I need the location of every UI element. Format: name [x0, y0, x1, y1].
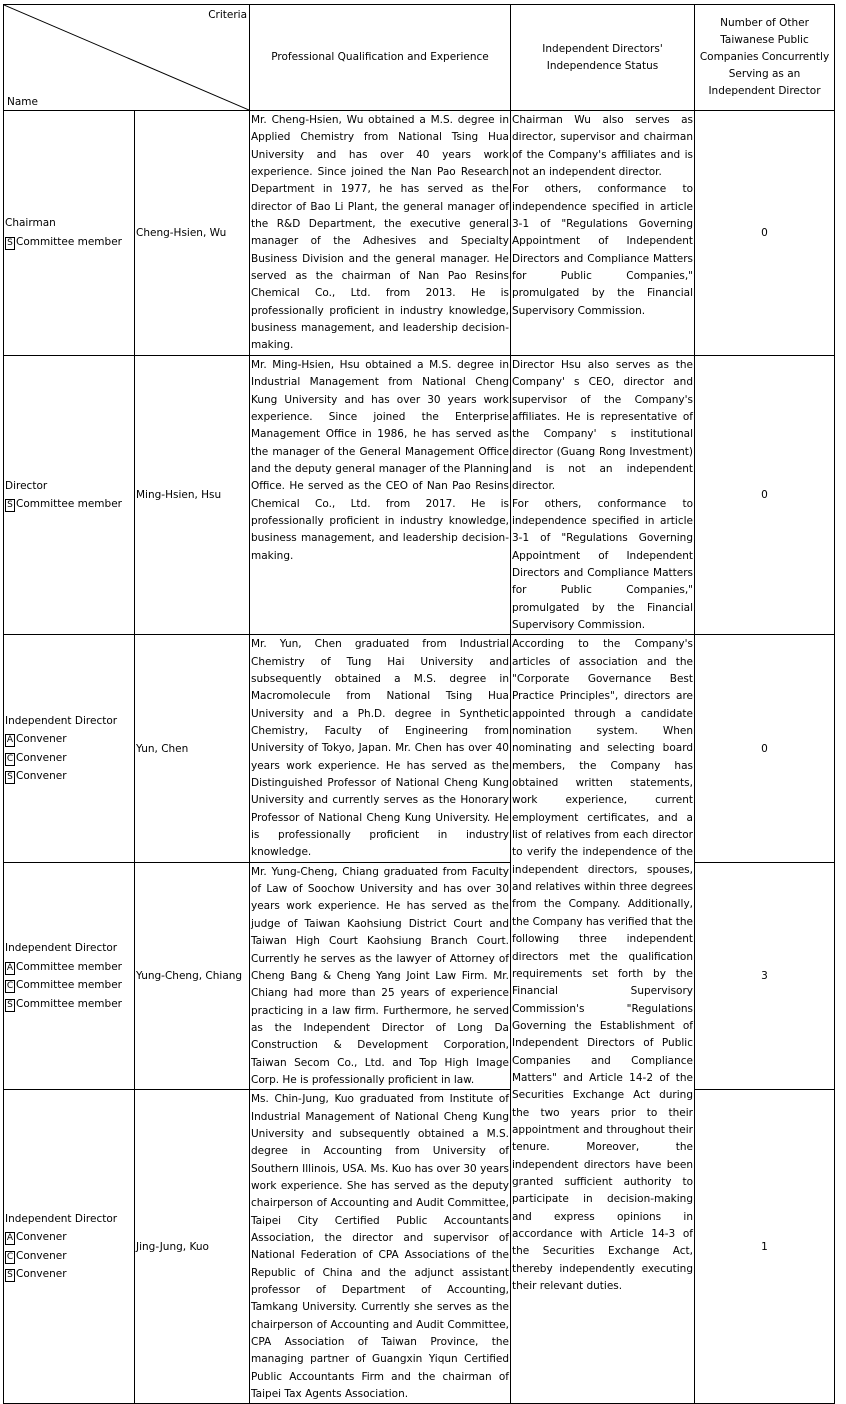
role-title: Independent Director: [5, 1212, 118, 1225]
qualification-text: Mr. Yung-Cheng, Chiang graduated from Faculty of Law of Soochow University and has over 30 years work experience. He has served as the judge of Taiwan Kaohsiung District Court and Taiwan High Court Kaohsiung Branch Court. Currently he serves as the lawyer of Attorney of Cheng Bang & Cheng Yang Joint Law Firm. Mr. Chiang had more than 25 years of experience practicing in a law firm. Furthermore, he served as the Independent Director of Long Da Construction & Development Corporation, Taiwan Secom Co., Ltd. and Top High Image Corp. He is professionally proficient in law.: [250, 862, 511, 1089]
committee-box: S: [5, 237, 15, 250]
independence-cell: [511, 355, 695, 635]
board-directors-table: [3, 4, 835, 1404]
director-name: Yung-Cheng, Chiang: [135, 862, 250, 1089]
committee-box: S: [5, 999, 15, 1012]
other-companies-count: 0: [695, 635, 835, 862]
committee-label: Committee member: [16, 960, 122, 973]
independence-text: For others, conformance to independence specified in article 3-1 of "Regulations Governing Appointment of Independent Directors and Compliance Matters for Public Companies," promulgated by the Financial Supervisory Commission.: [512, 497, 693, 631]
committee-line: [5, 1247, 133, 1266]
committee-box: C: [6, 981, 14, 992]
table-row: [4, 355, 835, 635]
committee-line: [5, 730, 133, 749]
committee-line: [5, 995, 133, 1014]
committee-box: A: [6, 962, 14, 973]
committee-line: [5, 1228, 133, 1247]
table-row: [4, 635, 835, 862]
role-title: Director: [5, 479, 48, 492]
table-row: [4, 1090, 835, 1404]
independence-text: Chairman Wu also serves as director, supervisor and chairman of the Company's affiliates and is not an independent director.: [512, 114, 693, 179]
role-title: Chairman: [5, 217, 56, 230]
committee-box: S: [5, 771, 15, 784]
committee-label: Convener: [16, 733, 67, 746]
role-cell: [4, 1090, 135, 1404]
director-name: Jing-Jung, Kuo: [135, 1090, 250, 1404]
committee-line: [5, 233, 133, 252]
director-name: Yun, Chen: [135, 635, 250, 862]
qualification-text: Mr. Ming-Hsien, Hsu obtained a M.S. degree in Industrial Management from National Cheng Kung University and has over 30 years work experience. Since joined the Enterprise Management Office in 1986, he has served as the manager of the General Management Office and the deputy general manager of the Planning Office. He served as the CEO of Nan Pao Resins Chemical Co., Ltd. from 2017. He is professionally proficient in industry knowledge, business management, and leadership decision-making.: [250, 355, 511, 635]
table-row: [4, 862, 835, 1089]
header-independence: Independent Directors' Independence Status: [511, 5, 695, 111]
header-other-companies: Number of Other Taiwanese Public Companies Concurrently Serving as an Independent Director: [695, 5, 835, 111]
director-name: Ming-Hsien, Hsu: [135, 355, 250, 635]
committee-label: Convener: [16, 1268, 67, 1281]
role-cell: [4, 862, 135, 1089]
role-cell: [4, 355, 135, 635]
committee-line: [5, 958, 133, 977]
other-companies-count: 0: [695, 111, 835, 356]
committee-line: [5, 749, 133, 768]
independence-cell: [511, 111, 695, 356]
other-companies-count: 1: [695, 1090, 835, 1404]
committee-box: C: [6, 753, 14, 764]
committee-label: Convener: [16, 751, 67, 764]
committee-line: [5, 976, 133, 995]
role-title: Independent Director: [5, 714, 118, 727]
director-name: Cheng-Hsien, Wu: [135, 111, 250, 356]
independence-text: According to the Company's articles of association and the "Corporate Governance Best Practice Principles", directors are appointed through a candidate nomination system. When nominating and selecting board members, the Company has obtained written statements, work experience, current employment certificates, and a list of relatives from each director to verify the independence of the independent directors, spouses, and relatives within three degrees from the Company. Additionally, the Company has verified that the following three independent directors met the qualification requirements set forth by the Financial Supervisory Commission's "Regulations Governing the Establishment of Independent Directors of Public Companies and Compliance Matters" and Article 14-2 of the Securities Exchange Act during the two years prior to their appointment and throughout their tenure. Moreover, the independent directors have been granted sufficient authority to participate in decision-making and express opinions in accordance with Article 14-3 of the Securities Exchange Act, thereby independently executing their relevant duties.: [512, 638, 693, 1293]
committee-line: [5, 1265, 133, 1284]
committee-label: Committee member: [16, 235, 122, 248]
name-label: Name: [7, 96, 38, 108]
header-qualification: Professional Qualification and Experience: [250, 5, 511, 111]
role-cell: [4, 635, 135, 862]
header-name-criteria: [4, 5, 250, 111]
committee-label: Convener: [16, 1249, 67, 1262]
committee-label: Committee member: [16, 997, 122, 1010]
committee-label: Convener: [16, 1231, 67, 1244]
header-row: [4, 5, 835, 111]
table-row: [4, 111, 835, 356]
independence-cell-shared: [511, 635, 695, 1404]
qualification-text: Mr. Cheng-Hsien, Wu obtained a M.S. degree in Applied Chemistry from National Tsing Hua University and has over 40 years work experience. Since joined the Nan Pao Research Department in 1977, he has served as the director of Bao Li Plant, the general manager of the R&D Department, the executive general manager of the Adhesives and Specialty Business Division and the general manager. He served as the chairman of Nan Pao Resins Chemical Co., Ltd. from 2013. He is professionally proficient in industry knowledge, business management, and leadership decision-making.: [250, 111, 511, 356]
committee-box: S: [5, 499, 15, 512]
committee-label: Convener: [16, 770, 67, 783]
committee-label: Committee member: [16, 979, 122, 992]
committee-line: [5, 495, 133, 514]
qualification-text: Ms. Chin-Jung, Kuo graduated from Institute of Industrial Management of National Cheng Kung University and subsequently obtained a M.S. degree in Accounting from University of Southern Illinois, USA. Ms. Kuo has over 30 years work experience. She has served as the deputy chairperson of Accounting and Audit Committee, Taipei City Certified Public Accountants Association, the director and supervisor of National Federation of CPA Associations of the Republic of China and the adjunct assistant professor of Department of Accounting, Tamkang University. Currently she serves as the chairperson of Accounting and Audit Committee, CPA Association of Taiwan Province, the managing partner of Guangxin Yiqun Certified Public Accountants Firm and the chairman of Taipei Tax Agents Association.: [250, 1090, 511, 1404]
committee-label: Committee member: [16, 498, 122, 511]
independence-text: Director Hsu also serves as the Company' s CEO, director and supervisor of the Company's affiliates. He is representative of the Company' s institutional director (Guang Rong Investment) and is not an independent director.: [512, 358, 693, 493]
other-companies-count: 0: [695, 355, 835, 635]
committee-box: A: [6, 735, 14, 746]
role-title: Independent Director: [5, 942, 118, 955]
committee-line: [5, 767, 133, 786]
committee-box: C: [6, 1251, 14, 1262]
committee-box: A: [6, 1233, 14, 1244]
other-companies-count: 3: [695, 862, 835, 1089]
committee-box: S: [5, 1269, 15, 1282]
independence-text: For others, conformance to independence specified in article 3-1 of "Regulations Governing Appointment of Independent Directors and Compliance Matters for Public Companies," promulgated by the Financial Supervisory Commission.: [512, 183, 693, 317]
criteria-label: Criteria: [208, 9, 247, 21]
role-cell: [4, 111, 135, 356]
qualification-text: Mr. Yun, Chen graduated from Industrial Chemistry of Tung Hai University and subsequently obtained a M.S. degree in Macromolecule from National Tsing Hua University and a Ph.D. degree in Synthetic Chemistry, Faculty of Engineering from University of Tokyo, Japan. Mr. Chen has over 40 years work experience. He has served as the Distinguished Professor of National Cheng Kung University and currently serves as the Honorary Professor of National Cheng Kung University. He is professionally proficient in industry knowledge.: [250, 635, 511, 862]
